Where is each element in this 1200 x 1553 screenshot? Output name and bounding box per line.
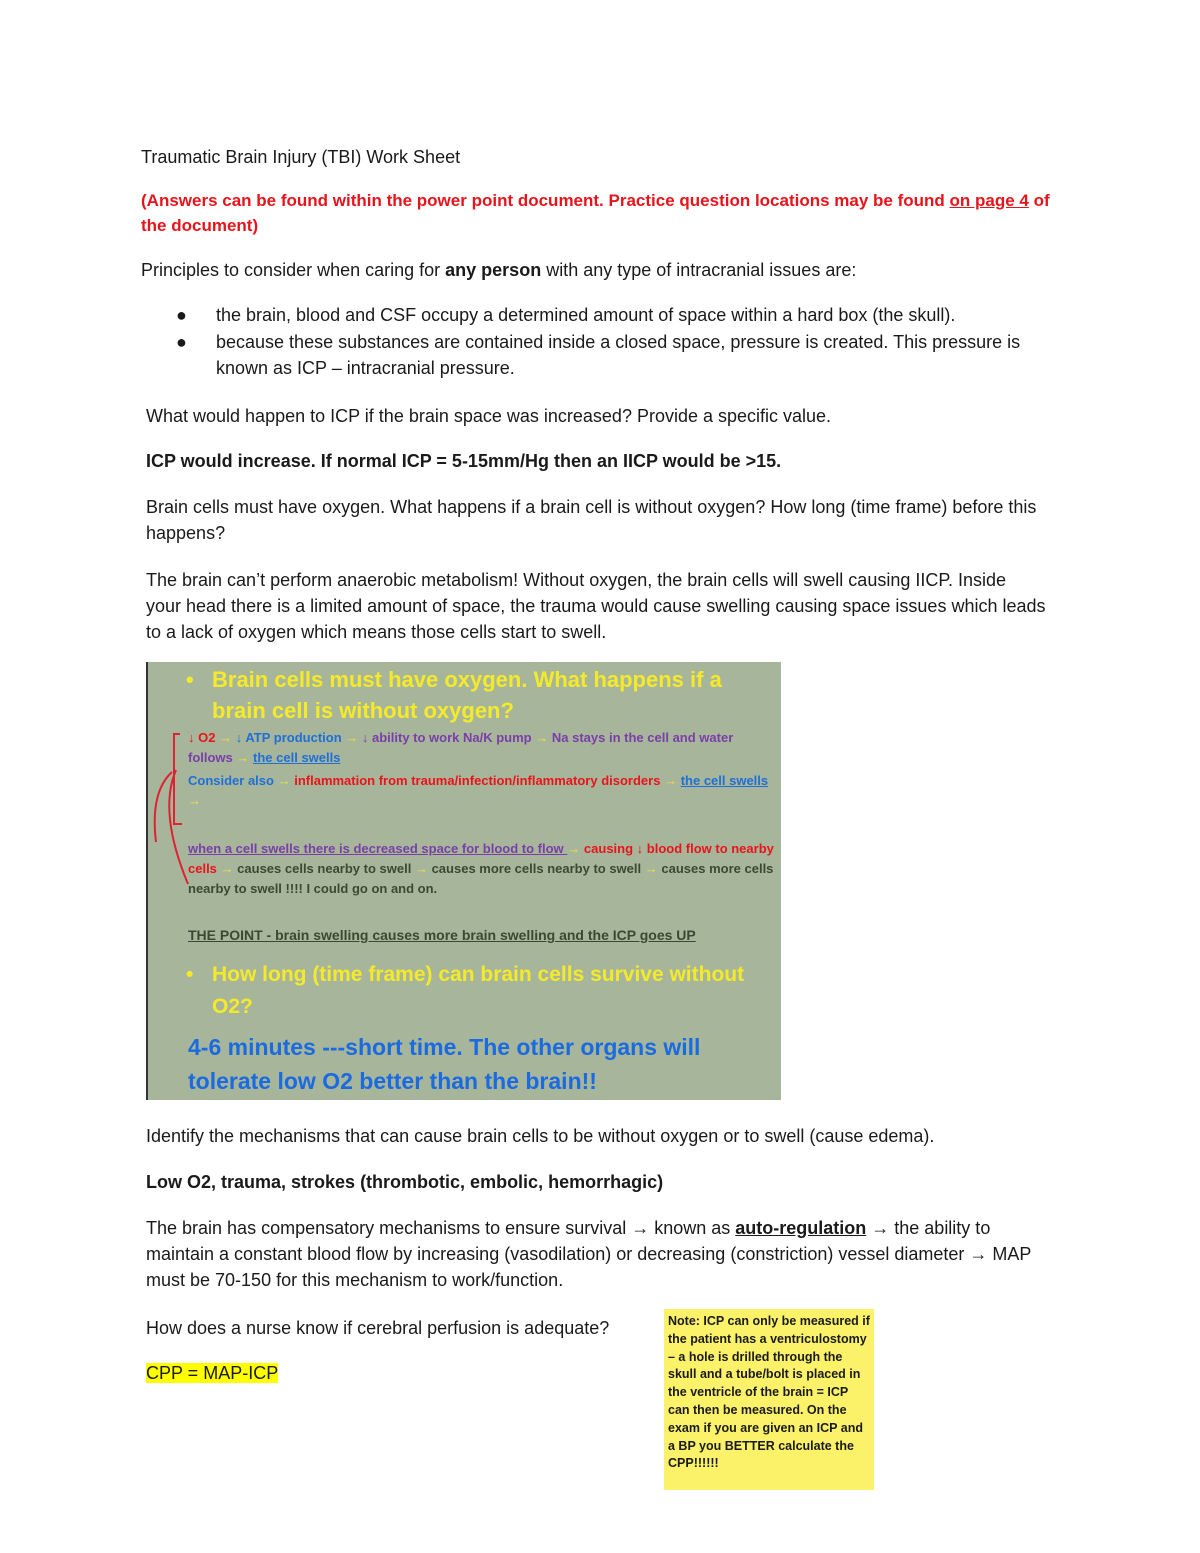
question-4: How does a nurse know if cerebral perfusion is adequate? bbox=[146, 1318, 610, 1338]
rest3-text: causes more cells nearby to swell !!!! I could go on and on. bbox=[188, 861, 774, 896]
rest1-text: causes cells nearby to swell bbox=[237, 861, 412, 876]
exam-note: Note: ICP can only be measured if the patient has a ventriculostomy – a hole is drilled through the skull and a tube/bolt is placed in the ventricle of the brain = ICP can then be measured. On the exam if you are given an ICP and a BP you BETTER calculate the CPP!!!!!! bbox=[664, 1309, 874, 1490]
slide-image bbox=[146, 662, 781, 1100]
slide-heading-1 bbox=[186, 664, 766, 726]
bullet-icon: ● bbox=[176, 332, 187, 352]
the-point: THE POINT - brain swelling causes more brain swelling and the ICP goes UP bbox=[188, 927, 696, 943]
arrow-icon: → bbox=[188, 793, 201, 808]
slide-chain-1 bbox=[188, 728, 778, 768]
arrow-icon: → bbox=[277, 773, 291, 788]
rest2-text: causes more cells nearby to swell bbox=[431, 861, 642, 876]
arrow-icon: → bbox=[644, 861, 658, 876]
principles-post: with any type of intracranial issues are: bbox=[541, 260, 857, 280]
slide-heading-2 bbox=[186, 959, 746, 1023]
arrow-icon: → bbox=[219, 730, 233, 745]
list-item bbox=[176, 302, 1076, 328]
inflam-text: inflammation from trauma/infection/inflammatory disorders bbox=[294, 773, 661, 788]
arrow-icon: → bbox=[345, 730, 359, 745]
cpp-formula bbox=[146, 1360, 278, 1386]
principles-intro bbox=[141, 257, 856, 283]
list-item bbox=[176, 329, 1076, 381]
auto-post: → the ability to maintain a constant blood flow by increasing (vasodilation) or decreasing (constriction) vessel diameter → MAP must be 70-150 for this mechanism to work/function. bbox=[146, 1218, 1032, 1290]
formula-highlight: CPP = MAP-ICP bbox=[146, 1363, 279, 1383]
page-title: Traumatic Brain Injury (TBI) Work Sheet bbox=[141, 147, 461, 167]
pump-text: ↓ ability to work Na/K pump bbox=[361, 730, 532, 745]
arrow-icon: → bbox=[236, 750, 250, 765]
swells-text: the cell swells bbox=[253, 750, 341, 765]
principles-pre: Principles to consider when caring for bbox=[141, 260, 446, 280]
consider-text: Consider also bbox=[188, 773, 274, 788]
water-text: and water follows bbox=[188, 730, 734, 765]
auto-pre: The brain has compensatory mechanisms to ensure survival → known as bbox=[146, 1218, 736, 1238]
na-text: Na stays in the cell bbox=[551, 730, 669, 745]
arrow-icon: → bbox=[414, 861, 428, 876]
slide-bullet-1: • bbox=[186, 667, 194, 692]
bullet-text: because these substances are contained inside a closed space, pressure is created. This pressure is known as ICP – intracranial pressure. bbox=[216, 332, 1021, 378]
question-2: Brain cells must have oxygen. What happens if a brain cell is without oxygen? How long (time frame) before this happens? bbox=[146, 497, 1037, 543]
o2-text: ↓ O2 bbox=[188, 730, 216, 745]
slide-chain-3 bbox=[188, 839, 778, 899]
arrow-icon: → bbox=[220, 861, 234, 876]
instructions bbox=[141, 188, 1061, 238]
arrow-icon: → bbox=[567, 841, 581, 856]
arrow-icon: → bbox=[535, 730, 549, 745]
bullet-icon: ● bbox=[176, 305, 187, 325]
principles-bold: any person bbox=[445, 260, 542, 280]
atp-text: ↓ ATP production bbox=[235, 730, 342, 745]
bullet-text: the brain, blood and CSF occupy a determined amount of space within a hard box (the skull). bbox=[216, 305, 956, 325]
auto-term: auto-regulation bbox=[735, 1218, 867, 1238]
instructions-text-1: (Answers can be found within the power point document. Practice question locations may be found bbox=[141, 191, 950, 210]
answer-3: Low O2, trauma, strokes (thrombotic, embolic, hemorrhagic) bbox=[146, 1172, 664, 1192]
answer-1: ICP would increase. If normal ICP = 5-15mm/Hg then an IICP would be >15. bbox=[146, 451, 782, 471]
instructions-text-2: of the document) bbox=[141, 191, 1050, 235]
slide-answer: 4-6 minutes ---short time. The other organs will tolerate low O2 better than the brain!! bbox=[188, 1034, 701, 1094]
when-text: when a cell swells there is decreased space for blood to flow bbox=[188, 841, 568, 856]
causing-text: causing ↓ blood flow to nearby cells bbox=[188, 841, 774, 876]
slide-bullet-2: • bbox=[186, 963, 194, 986]
answer-2: The brain can’t perform anaerobic metabolism! Without oxygen, the brain cells will swell causing IICP. Inside your head there is a limited amount of space, the trauma would cause swelling causing space issues which leads to a lack of oxygen which means those cells start to swell. bbox=[146, 570, 1046, 642]
arrow-icon: → bbox=[664, 773, 678, 788]
slide-chain-2 bbox=[188, 771, 778, 811]
question-1: What would happen to ICP if the brain space was increased? Provide a specific value. bbox=[146, 406, 832, 426]
principles-list bbox=[176, 302, 1076, 382]
slide-heading-1-text: Brain cells must have oxygen. What happens if a brain cell is without oxygen? bbox=[212, 667, 722, 723]
question-3: Identify the mechanisms that can cause brain cells to be without oxygen or to swell (cause edema). bbox=[146, 1126, 935, 1146]
slide-heading-2-text: How long (time frame) can brain cells survive without O2? bbox=[212, 963, 745, 1018]
page-link[interactable]: on page 4 bbox=[949, 191, 1029, 210]
auto-regulation-text bbox=[146, 1215, 1046, 1293]
swells-text-2: the cell swells bbox=[680, 773, 769, 788]
